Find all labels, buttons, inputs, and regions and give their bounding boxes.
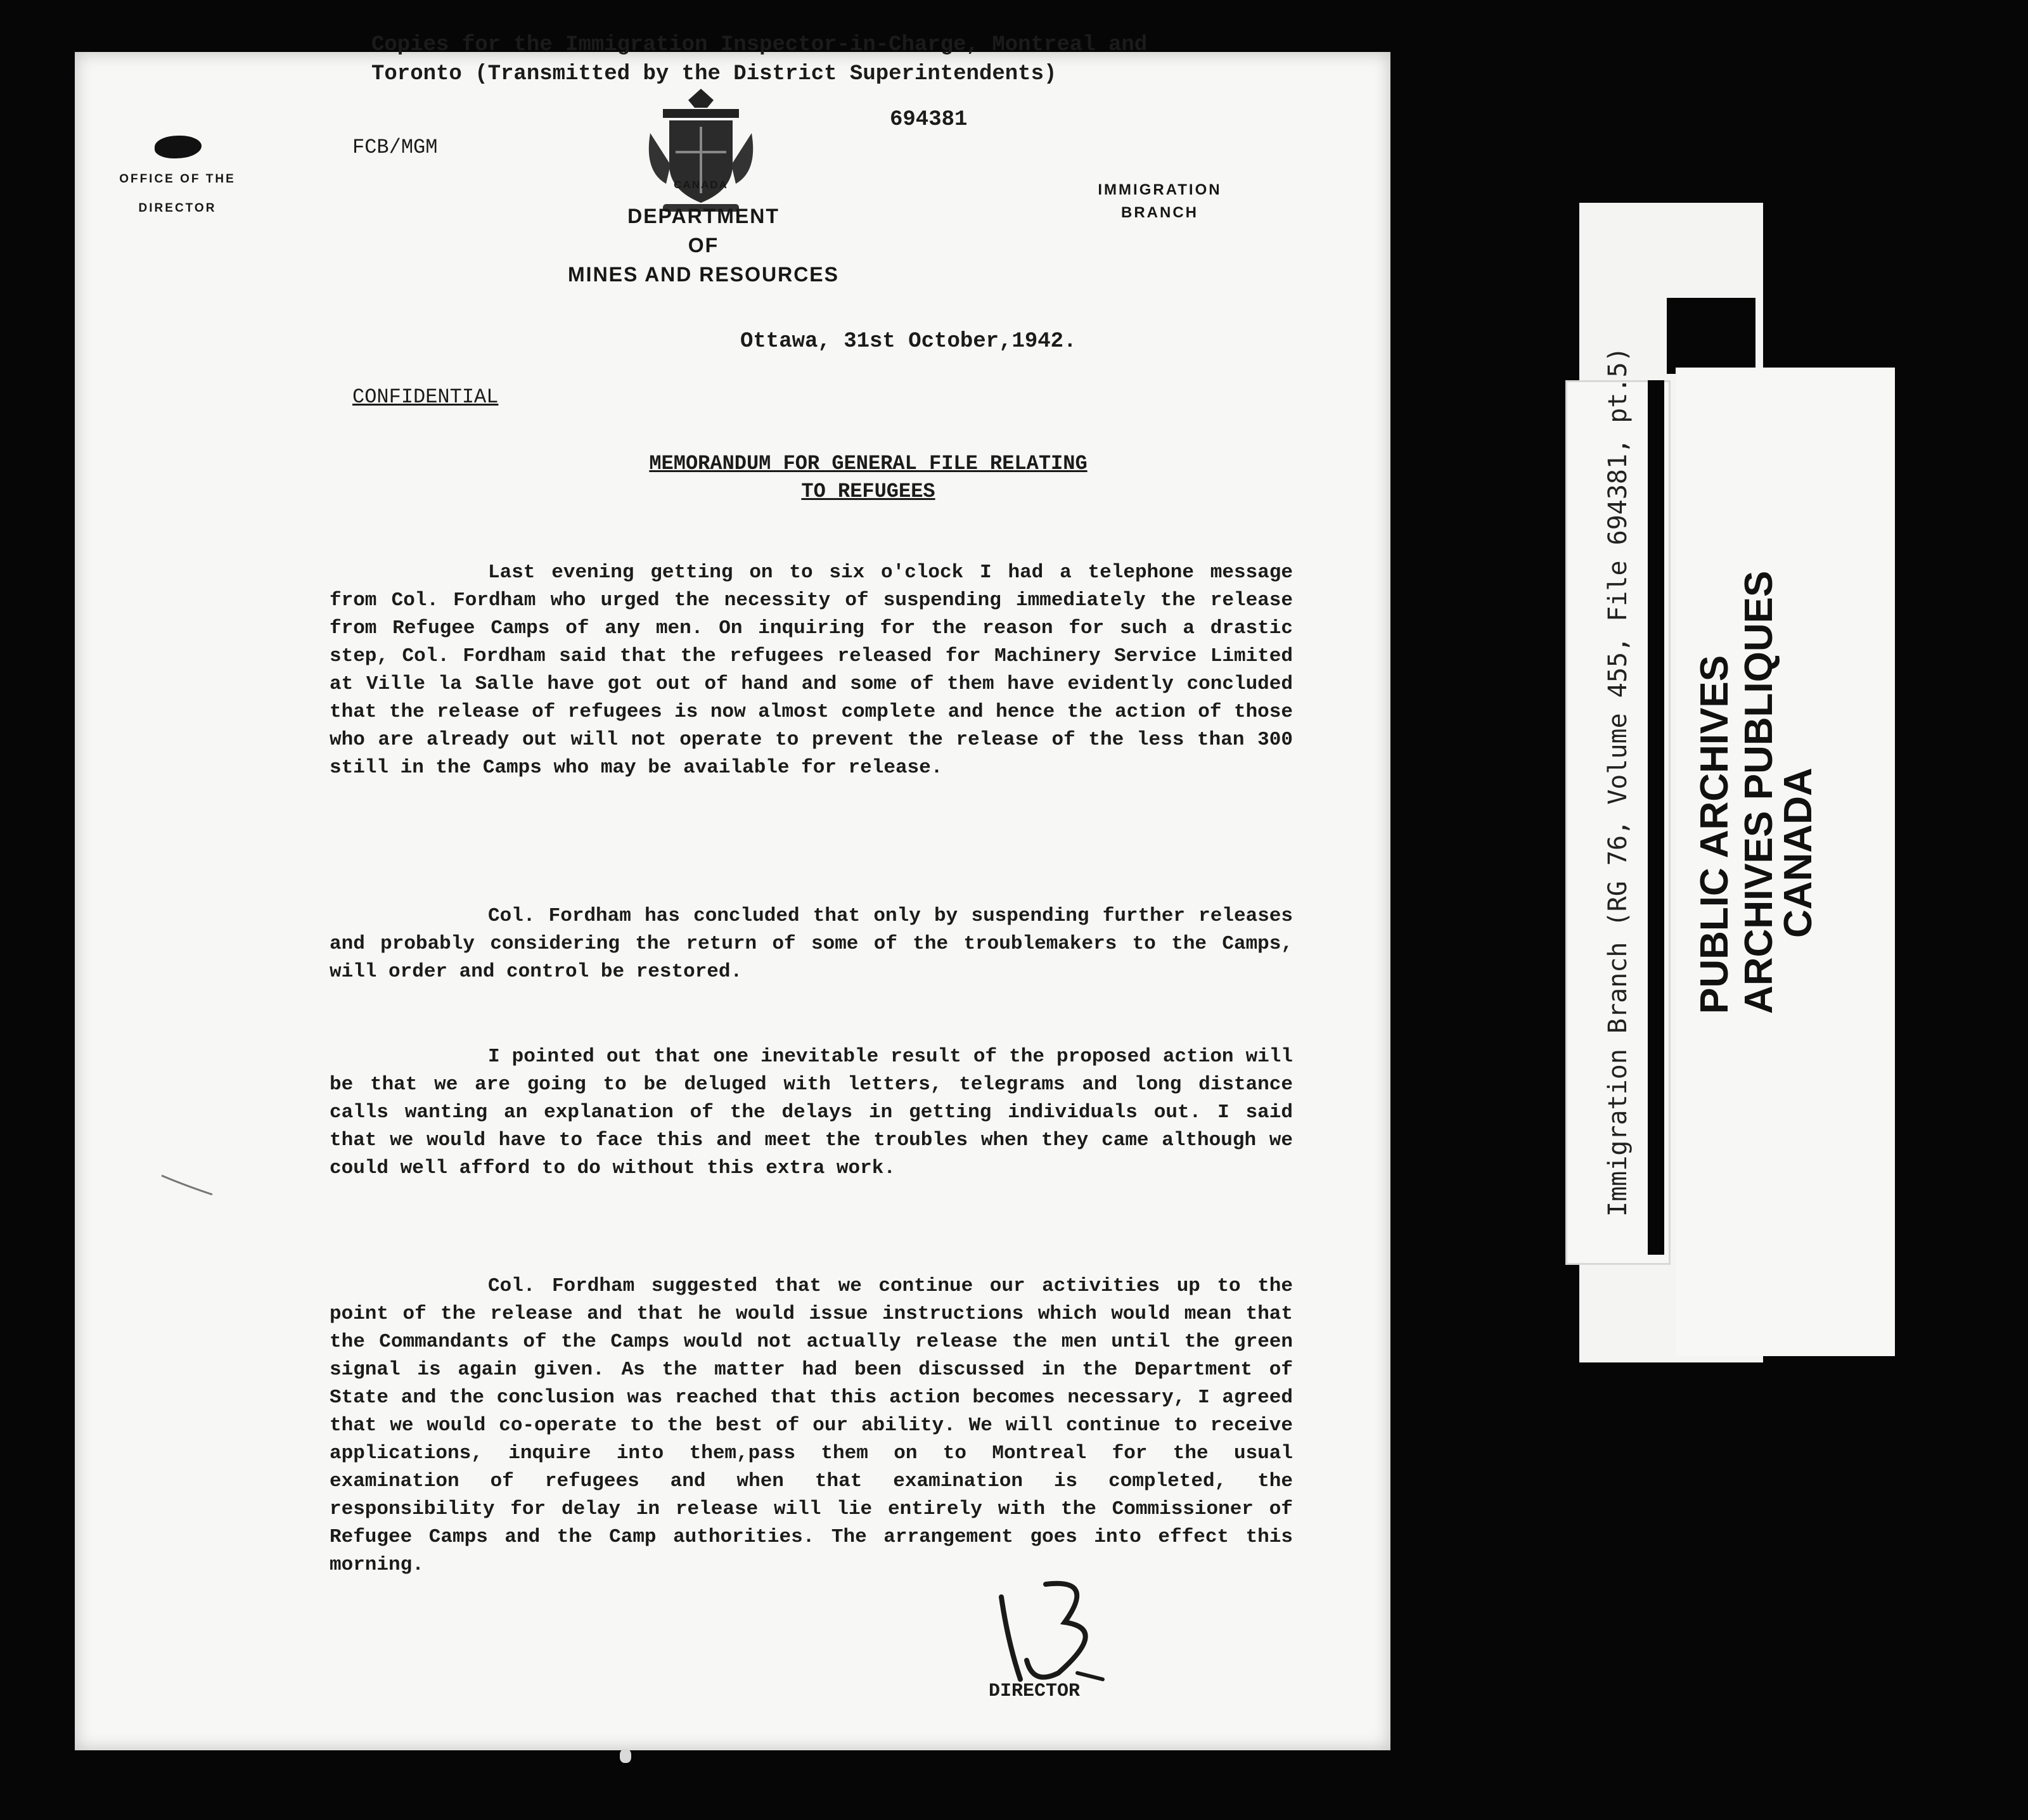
office-line-2: DIRECTOR (138, 202, 217, 215)
scratch-mark (158, 1172, 215, 1198)
slip-notch (1667, 298, 1755, 374)
dateline: Ottawa, 31st October,1942. (740, 330, 1077, 354)
office-of-director-heading (101, 165, 254, 223)
department-line-1: DEPARTMENT (627, 205, 780, 228)
crest-label: CANADA (674, 179, 728, 191)
memo-paragraph-4: Col. Fordham suggested that we continue our activities up to the point of the release and that he would issue instructions which would mean that the Commandants of the Camps would not actually release the men until the green signal is again given. As the matter had been discussed in the Department of State and the conclusion was reached that this action becomes necessary, I agreed that we would co-operate to the best of our ability. We will continue to receive applications, inquire into them,pass them on to Montreal for the usual examination of refugees and when that examination is completed, the responsibility for delay in release will lie entirely with the Commissioner of Refugee Camps and the Camp authorities. The arrangement goes into effect this morning. (330, 1275, 1293, 1576)
memo-paragraph-2: Col. Fordham has concluded that only by suspending further releases and probably considering the return of some of the troublemakers to the Camps, will order and control be restored. (330, 905, 1293, 983)
branch-heading (1065, 179, 1255, 224)
copies-line-1: Copies for the Immigration Inspector-in-Charge, Montreal and (371, 33, 1148, 57)
copies-line-2: Toronto (Transmitted by the District Superintendents) (371, 62, 1057, 86)
reference-initials: FCB/MGM (352, 136, 438, 159)
confidential-marking: CONFIDENTIAL (352, 385, 499, 409)
signature-title: DIRECTOR (989, 1681, 1081, 1702)
film-speck (620, 1749, 631, 1763)
copies-distribution-note (371, 30, 1147, 89)
archive-reference-text: Immigration Branch (RG 76, Volume 455, File 694381, pt.5) (1603, 347, 1633, 1217)
handwritten-signature (963, 1546, 1141, 1698)
archive-stamp-line-1: PUBLIC ARCHIVES (1693, 655, 1736, 1014)
memo-title-line-1: MEMORANDUM FOR GENERAL FILE RELATING (649, 452, 1088, 475)
file-number: 694381 (890, 108, 968, 132)
department-line-2: OF (688, 234, 719, 257)
archive-stamp-line-3: CANADA (1776, 767, 1820, 938)
memo-title (532, 450, 1204, 506)
archive-stamp-line-2: ARCHIVES PUBLIQUES (1737, 570, 1781, 1014)
memo-title-line-2: TO REFUGEES (801, 480, 935, 503)
slip-gap (1648, 380, 1664, 1255)
memo-paragraph-1: Last evening getting on to six o'clock I had a telephone message from Col. Fordham who urged the necessity of suspending immediately the release from Refugee Camps of any men. On inquiring for the reason for such a drastic step, Col. Fordham said that the refugees released for Machinery Service Limited at Ville la Salle have got out of hand and some of them have evidently concluded that the release of refugees is now almost complete and hence the action of those who are already out will not operate to prevent the release of the less than 300 still in the Camps who may be available for release. (330, 561, 1293, 779)
office-line-1: OFFICE OF THE (119, 172, 236, 186)
department-heading (494, 202, 913, 289)
branch-line-2: BRANCH (1121, 204, 1198, 221)
memo-paragraph-3: I pointed out that one inevitable result of the proposed action will be that we are going to be deluged with letters, telegrams and long distance calls wanting an explanation of the delays in getting individuals out. I said that we would have to face this and meet the troubles when they came although we could well afford to do without this extra work. (330, 1046, 1293, 1179)
department-line-3: MINES AND RESOURCES (568, 263, 839, 286)
branch-line-1: IMMIGRATION (1098, 181, 1222, 198)
